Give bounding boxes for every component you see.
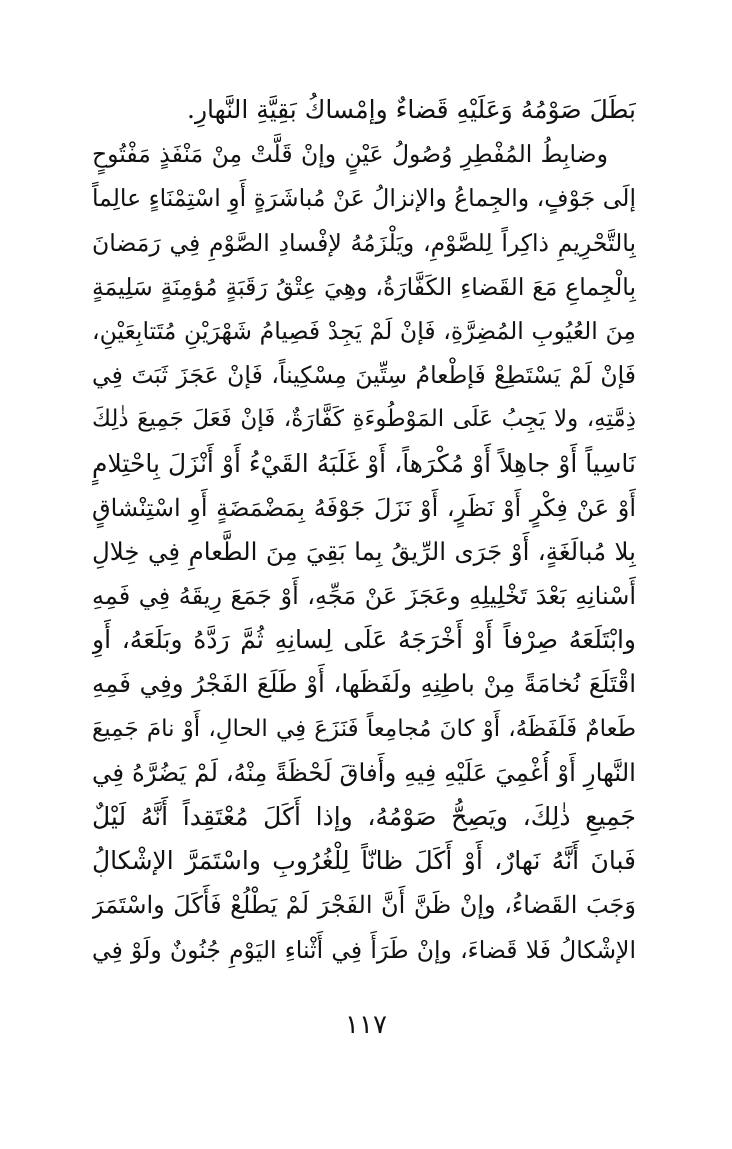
text-line: وضابِطُ المُفْطِرِ وُصُولُ عَيْنٍ وإنْ قَلَّتْ مِنْ مَنْفَذٍ مَفْتُوحٍ (92, 140, 608, 169)
text-line: فَبانَ أَنَّهُ نَهارٌ، أَوْ أَكَلَ ظانّاً لِلْغُرُوبِ واسْتَمَرَّ الإشْكالُ (92, 846, 636, 876)
text-line: نَاسِياً أَوْ جاهِلاً أَوْ مُكْرَهاً، أَوْ غَلَبَهُ القَيْءُ أَوْ أَنْزَلَ بِاحْتِلامٍ (92, 448, 636, 478)
scan-speck (100, 875, 102, 877)
text-line: أَوْ عَنْ فِكْرٍ أَوْ نَظَرٍ، أَوْ نَزَلَ جَوْفَهُ بِمَضْمَضَةٍ أَوِ اسْتِنْشاقٍ (92, 493, 636, 522)
text-line: بِلا مُبالَغَةٍ، أَوْ جَرَى الرِّيقُ بِما بَقِيَ مِنَ الطَّعامِ فِي خِلالِ (92, 536, 636, 566)
text-line: وَجَبَ القَضاءُ، وإنْ ظَنَّ أَنَّ الفَجْرَ لَمْ يَطْلُعْ فَأَكَلَ واسْتَمَرَ (92, 891, 636, 920)
body-text (92, 88, 636, 972)
text-line: جَمِيعِ ذٰلِكَ، ويَصِحُّ صَوْمُهُ، وإذا أَكَلَ مُعْتَقِداً أَنَّهُ لَيْلٌ (92, 802, 636, 831)
text-line: ذِمَّتِهِ، ولا يَجِبُ عَلَى المَوْطُوءَةِ كَفَّارَةٌ، فَإنْ فَعَلَ جَمِيعَ ذٰلِكَ (92, 406, 636, 433)
text-line: بِالتَّحْرِيمِ ذاكِراً لِلصَّوْمِ، ويَلْزَمُهُ لإفْسادِ الصَّوْمِ فِي رَمَضانَ (92, 228, 636, 257)
text-line: النَّهارِ أَوْ أُغْمِيَ عَلَيْهِ فِيهِ وأَفاقَ لَحْظَةً مِنْهُ، لَمْ يَضُرَّهُ فِي (92, 757, 636, 787)
text-line: وابْتَلَعَهُ صِرْفاً أَوْ أَخْرَجَهُ عَلَى لِسانِهِ ثُمَّ رَدَّهُ وبَلَعَهُ، أَوِ (92, 625, 636, 655)
text-line: أَسْنانِهِ بَعْدَ تَخْلِيلِهِ وعَجَزَ عَنْ مَجِّهِ، أَوْ جَمَعَ رِيقَهُ فِي فَمِهِ (92, 582, 636, 611)
text-line: طَعامٌ فَلَفَظَهُ، أَوْ كانَ مُجامِعاً فَنَزَعَ فِي الحالِ، أَوْ نامَ جَمِيعَ (92, 715, 636, 742)
text-line: مِنَ العُيُوبِ المُضِرَّةِ، فَإنْ لَمْ يَجِدْ فَصِيامُ شَهْرَيْنِ مُتَتابِعَيْنِ، (92, 316, 636, 345)
text-line: بِالْجِماعِ مَعَ القَضاءِ الكَفَّارَةُ، وهِيَ عِتْقُ رَقَبَةٍ مُؤمِنَةٍ سَلِيمَةٍ (92, 272, 636, 301)
text-line: بَطَلَ صَوْمُهُ وَعَلَيْهِ قَضاءٌ وإمْساكُ بَقِيَّةِ النَّهارِ. (187, 95, 636, 124)
text-line: فَإنْ لَمْ يَسْتَطِعْ فَإطْعامُ سِتِّينَ مِسْكِيناً، فَإنْ عَجَزَ ثَبَتَ فِي (92, 361, 636, 390)
page-number: ١١٧ (345, 1010, 387, 1040)
text-line: اقْتَلَعَ نُخامَةً مِنْ باطِنِهِ ولَفَظَها، أَوْ طَلَعَ الفَجْرُ وفِي فَمِهِ (92, 669, 636, 699)
text-line: إلَى جَوْفٍ، والجِماعُ والإنزالُ عَنْ مُباشَرَةٍ أَوِ اسْتِمْنَاءٍ عالِماً (92, 184, 636, 213)
text-line: الإشْكالُ فَلا قَضاءَ، وإنْ طَرَأَ فِي أَثْناءِ اليَوْمِ جُنُونٌ ولَوْ فِي (92, 935, 636, 964)
